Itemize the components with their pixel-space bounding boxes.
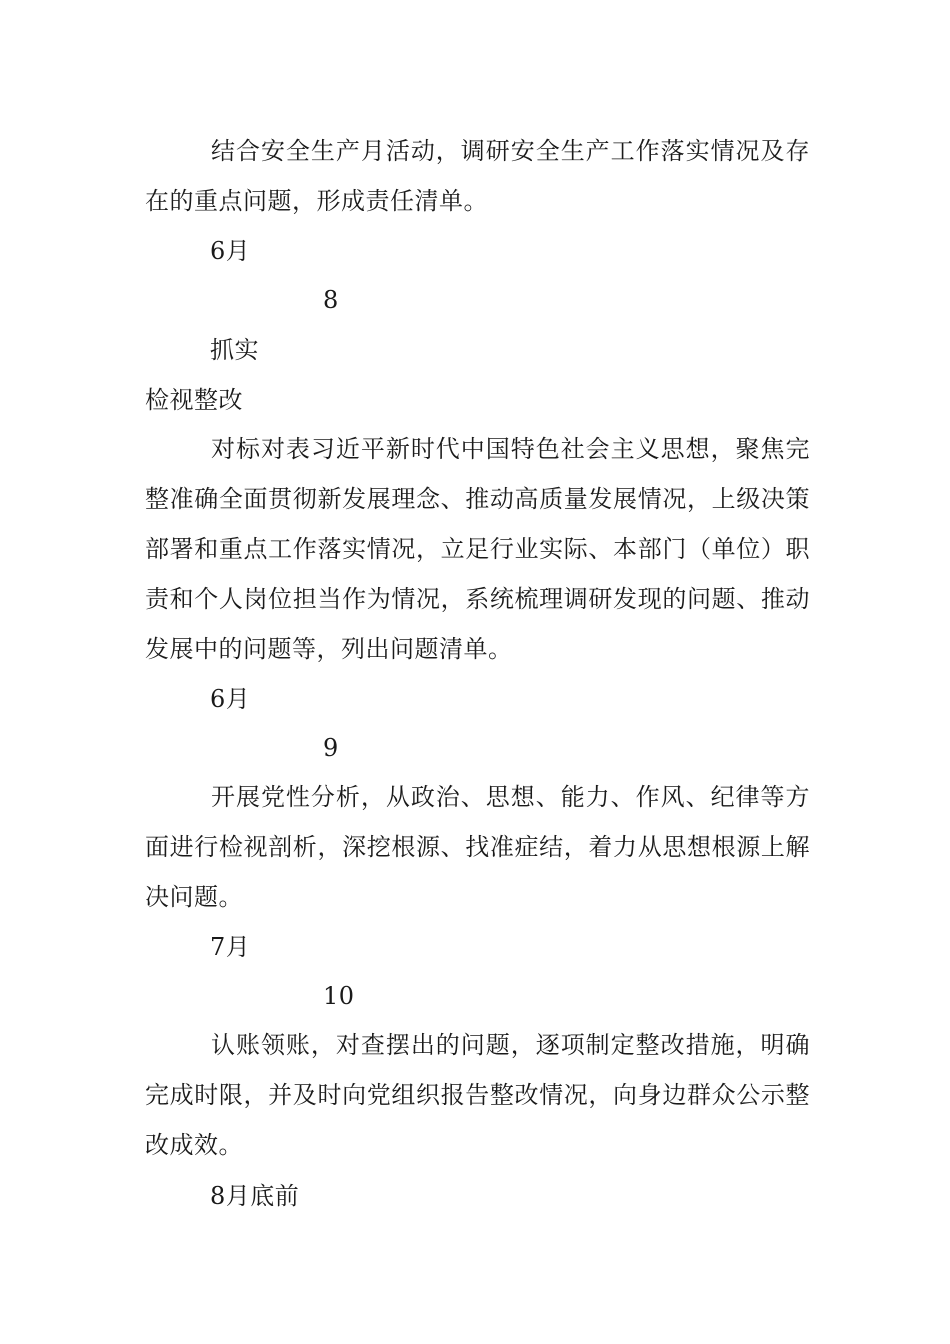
task-deadline-8: 6月 — [210, 685, 251, 713]
task-number-8: 8 — [323, 286, 339, 314]
task-deadline-7: 6月 — [210, 237, 251, 265]
task-description-8: 对标对表习近平新时代中国特色社会主义思想，聚焦完整准确全面贯彻新发展理念、推动高质量发展情况，上级决策部署和重点工作落实情况，立足行业实际、本部门（单位）职责和个人岗位担当作为情况，系统梳理调研发现的问题、推动发展中的问题等，列出问题清单。 — [145, 435, 810, 663]
section-heading-line-2: 检视整改 — [145, 386, 243, 414]
task-deadline-10: 8月底前 — [210, 1182, 300, 1210]
task-number-10: 10 — [323, 982, 355, 1010]
section-heading-line-1: 抓实 — [210, 336, 259, 364]
task-description-9: 开展党性分析，从政治、思想、能力、作风、纪律等方面进行检视剖析，深挖根源、找准症结，着力从思想根源上解决问题。 — [145, 783, 810, 911]
task-description-7: 结合安全生产月活动，调研安全生产工作落实情况及存在的重点问题，形成责任清单。 — [145, 137, 810, 215]
task-number-9: 9 — [323, 734, 339, 762]
task-deadline-9: 7月 — [210, 933, 251, 961]
task-description-10: 认账领账，对查摆出的问题，逐项制定整改措施，明确完成时限，并及时向党组织报告整改情况，向身边群众公示整改成效。 — [145, 1031, 810, 1159]
